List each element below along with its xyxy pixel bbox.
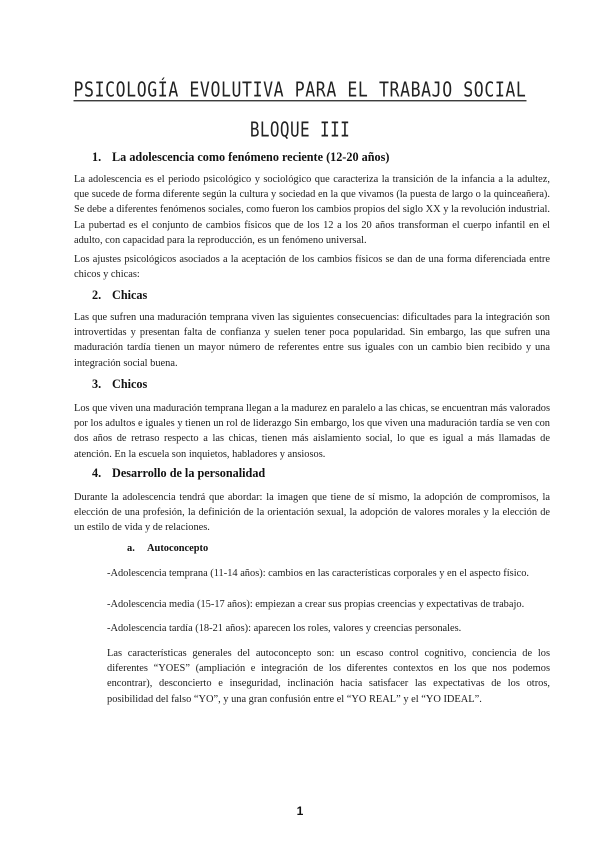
paragraph: Las características generales del autoconcepto son: un escaso control cognitivo, conciencia de los diferentes “YOES” (ampliación e integración de los diferentes contextos en los que nos podemos encontrar), desconcierto e inseguridad, inclinación hacia satisfacer las expectativas de los otros, posibilidad del falso “YO”, y una gran confusión entre el “YO REAL” y el “YO IDEAL”. [107, 648, 550, 705]
section-heading [92, 288, 147, 303]
section-number: 2. [92, 288, 102, 302]
stage-item: -Adolescencia media (15-17 años): empiezan a crear sus propias creencias y expectativas de trabajo. [107, 599, 525, 610]
stage-item: -Adolescencia tardía (18-21 años): aparecen los roles, valores y creencias personales. [107, 623, 462, 634]
section-number: 3. [92, 377, 102, 391]
stage-item: -Adolescencia temprana (11-14 años): cambios en las características corporales y en el aspecto físico. [107, 568, 529, 579]
section-heading [92, 466, 265, 481]
section-heading [92, 377, 147, 392]
subsection-number: a. [127, 543, 135, 554]
subsection-heading [127, 543, 208, 554]
paragraph: Las que sufren una maduración temprana viven las siguientes consecuencias: dificultades para la integración son introvertidas y presentan falta de confianza y suelen tener poca popularidad. Sin embargo, las que sufren una maduración tardía tienen un mayor número de referentes entre sus iguales con un cambio bien recibido y una integración social buena. [74, 312, 550, 369]
section-title: Desarrollo de la personalidad [112, 466, 266, 480]
document-title: PSICOLOGÍA EVOLUTIVA PARA EL TRABAJO SOCIAL [73, 77, 527, 102]
section-title: La adolescencia como fenómeno reciente (12-20 años) [112, 150, 390, 164]
document-subtitle: BLOQUE III [249, 117, 351, 142]
paragraph: La adolescencia es el periodo psicológico y sociológico que caracteriza la transición de la infancia a la adultez, que sucede de forma diferente según la cultura y sociedad en la que vivamos (la puesta de largo o la quinceañera). Se debe a diferentes fenómenos sociales, como fueron los cambios propios del siglo XX y la revolución industrial. La pubertad es el conjunto de cambios físicos que de los 12 a los 20 años transforman el cuerpo infantil en el adulto, con capacidad para la reproducción, es un fenómeno universal. [74, 174, 550, 246]
section-title: Chicas [112, 288, 148, 302]
paragraph: Durante la adolescencia tendrá que abordar: la imagen que tiene de sí mismo, la adopción de compromisos, la elección de una profesión, la definición de la orientación sexual, la adopción de valores morales y la elección de un estilo de vida y de relaciones. [74, 492, 550, 534]
section-number: 1. [92, 150, 102, 164]
section-heading [92, 150, 389, 165]
page-number: 1 [296, 804, 304, 818]
paragraph: Los que viven una maduración temprana llegan a la madurez en paralelo a las chicas, se encuentran más valorados por los adultos e iguales y tienen un rol de liderazgo Sin embargo, los que viven una maduración tardía se ven con dos años de retraso respecto a las chicas, tienen más aislamiento social, lo que es igual a más llamadas de atención. En la escuela son inquietos, habladores y ansiosos. [74, 403, 550, 460]
section-number: 4. [92, 466, 102, 480]
subsection-title: Autoconcepto [147, 543, 209, 554]
section-title: Chicos [112, 377, 148, 391]
paragraph: Los ajustes psicológicos asociados a la aceptación de los cambios físicos se dan de una forma diferenciada entre chicos y chicas: [74, 254, 550, 281]
